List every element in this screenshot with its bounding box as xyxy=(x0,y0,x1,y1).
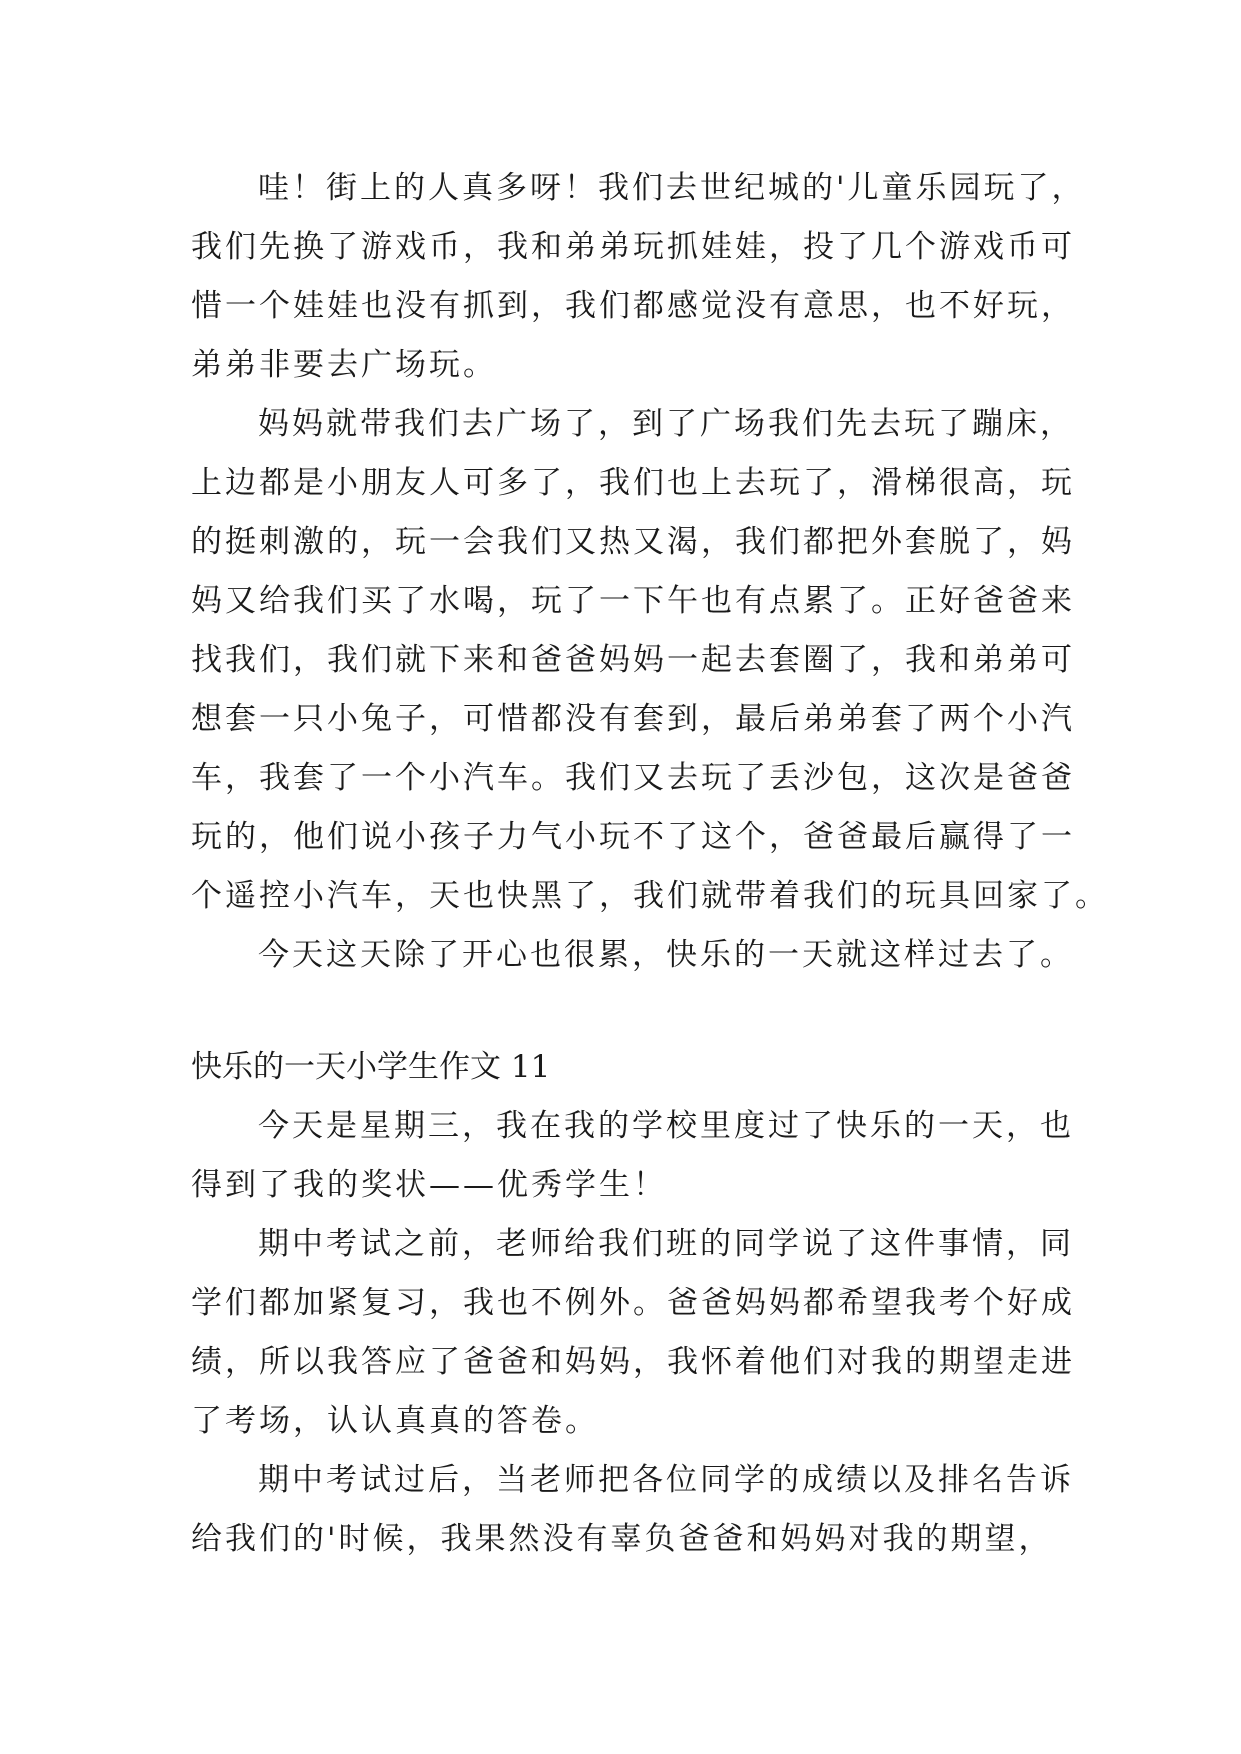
text-line: 哇！街上的人真多呀！我们去世纪城的'儿童乐园玩了， xyxy=(258,170,1086,206)
section-title: 快乐的一天小学生作文 11 xyxy=(191,1049,551,1085)
text-line: 今天这天除了开心也很累，快乐的一天就这样过去了。 xyxy=(258,937,1074,973)
text-line: 玩的，他们说小孩子力气小玩不了这个，爸爸最后赢得了一 xyxy=(191,819,1075,855)
text-line: 期中考试过后，当老师把各位同学的成绩以及排名告诉 xyxy=(258,1462,1074,1498)
text-line: 今天是星期三，我在我的学校里度过了快乐的一天，也 xyxy=(258,1108,1074,1144)
text-line: 得到了我的奖状——优秀学生！ xyxy=(191,1167,667,1203)
text-line: 想套一只小兔子，可惜都没有套到，最后弟弟套了两个小汽 xyxy=(191,701,1075,737)
text-line: 了考场，认认真真的答卷。 xyxy=(191,1403,599,1439)
text-line: 妈妈就带我们去广场了，到了广场我们先去玩了蹦床， xyxy=(258,406,1074,442)
text-line: 上边都是小朋友人可多了，我们也上去玩了，滑梯很高，玩 xyxy=(191,465,1075,501)
text-line: 找我们，我们就下来和爸爸妈妈一起去套圈了，我和弟弟可 xyxy=(191,642,1075,678)
text-line: 的挺刺激的，玩一会我们又热又渴，我们都把外套脱了，妈 xyxy=(191,524,1075,560)
text-line: 学们都加紧复习，我也不例外。爸爸妈妈都希望我考个好成 xyxy=(191,1285,1075,1321)
text-line: 个遥控小汽车，天也快黑了，我们就带着我们的玩具回家了。 xyxy=(191,878,1109,914)
text-line: 妈又给我们买了水喝，玩了一下午也有点累了。正好爸爸来 xyxy=(191,583,1075,619)
text-line: 给我们的'时候，我果然没有辜负爸爸和妈妈对我的期望， xyxy=(191,1521,1053,1557)
text-line: 我们先换了游戏币，我和弟弟玩抓娃娃，投了几个游戏币可 xyxy=(191,229,1075,265)
text-line: 期中考试之前，老师给我们班的同学说了这件事情，同 xyxy=(258,1226,1074,1262)
text-line: 车，我套了一个小汽车。我们又去玩了丢沙包，这次是爸爸 xyxy=(191,760,1075,796)
text-line: 弟弟非要去广场玩。 xyxy=(191,347,497,383)
text-line: 绩，所以我答应了爸爸和妈妈，我怀着他们对我的期望走进 xyxy=(191,1344,1075,1380)
text-line: 惜一个娃娃也没有抓到，我们都感觉没有意思，也不好玩， xyxy=(191,288,1075,324)
